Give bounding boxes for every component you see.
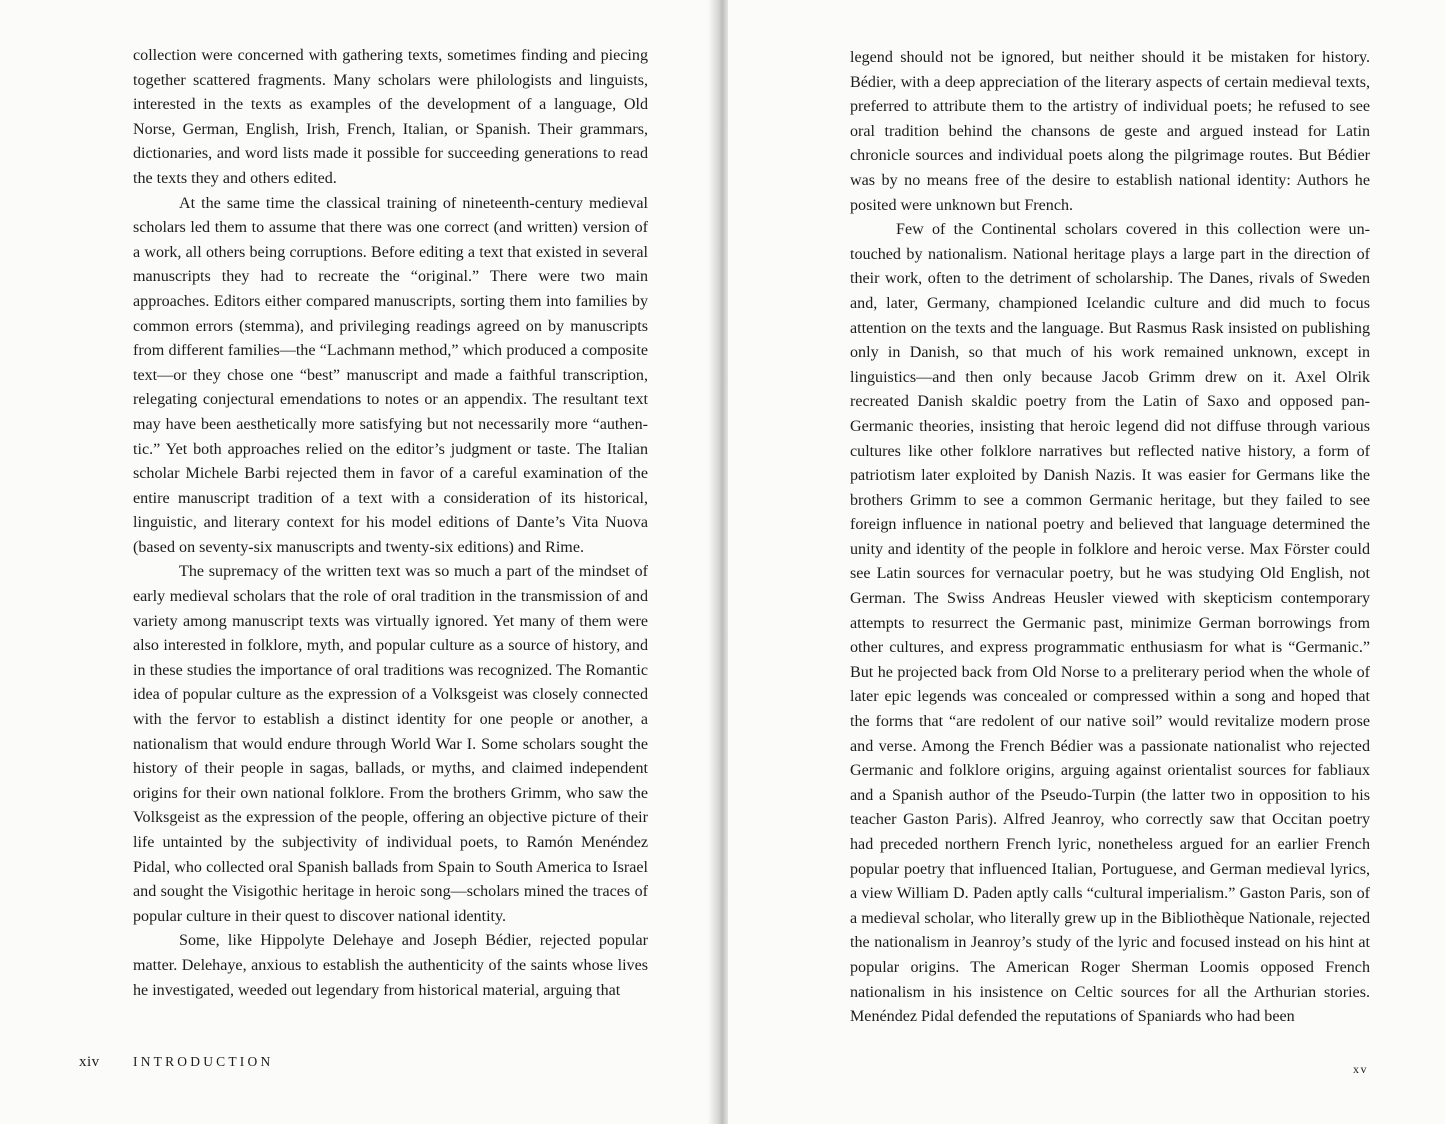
paragraph: The supremacy of the written text was so much a part of the mindset of early medieval scholars that the role of oral tradition in the transmission of and variety among manuscript texts was virtually ignored. Yet many of them were also interested in folklore, myth, and popular culture as a source of history, and in these studies the importance of oral traditions was recognized. The Romantic idea of popular culture as the expression of a Volksgeist was closely connected with the fervor to establish a distinct identity for one people or another, a nationalism that would endure through World War I. Some scholars sought the history of their people in sagas, ballads, or myths, and claimed independent origins for their own national folklore. From the brothers Grimm, who saw the Volksgeist as the expression of the people, offering an objective picture of their life untainted by the subjectivity of individual poets, to Ramón Menéndez Pidal, who collected oral Spanish ballads from Spain to South America to Israel and sought the Visigothic heritage in heroic song—scholars mined the traces of popular culture in their quest to discover national identity.: [133, 563, 648, 925]
page-number: xv: [1353, 1062, 1368, 1076]
left-footer: [79, 1054, 273, 1071]
paragraph: At the same time the classical training of nineteenth-century medieval scholars led them to assume that there was one correct (and written) version of a work, all others being corruptions. Before editing a text that existed in several manuscripts they had to recreate the “original.” There were two main approaches. Editors either compared manuscripts, sorting them into families by common errors (stemma), and privileging readings agreed on by manuscripts from different families—the “Lachmann method,” which produced a composite text—or they chose one “best” manuscript and made a faithful transcription, relegating conjectural emendations to notes or an appendix. The resultant text may have been aesthetically more satisfying but not necessarily more “authentic.” Yet both approaches relied on the editor’s judgment or taste. The Italian scholar Michele Barbi rejected them in favor of a careful examination of the entire manuscript tradition of a text with a consideration of its historical, linguistic, and literary context for his model editions of Dante’s Vita Nuova (based on seventy-six manuscripts and twenty-six editions) and Rime.: [133, 194, 648, 556]
page-number: xiv: [79, 1054, 100, 1070]
paragraph: collection were concerned with gathering texts, sometimes finding and piecing together scattered fragments. Many scholars were philologists and linguists, interested in the texts as examples of the development of a language, Old Norse, German, English, Irish, French, Italian, or Spanish. Their grammars, dictionaries, and word lists made it possible for succeeding generations to read the texts they and others edited.: [133, 47, 648, 187]
paragraph: legend should not be ignored, but neither should it be mistaken for history. Bédier, with a deep appreciation of the literary aspects of certain medieval texts, preferred to attribute them to the artistry of individual poets; he refused to see oral tradition behind the chansons de geste and argued instead for Latin chronicle sources and individual poets along the pilgrimage routes. But Bédier was by no means free of the desire to establish national identity: Authors he posited were unknown but French.: [850, 49, 1370, 214]
right-page: [728, 0, 1445, 1124]
paragraph: Some, like Hippolyte Delehaye and Joseph Bédier, rejected popular matter. Delehaye, anxious to establish the authenticity of the saints whose lives he investigated, weeded out legendary from historical material, arguing that: [133, 932, 648, 999]
right-text-block: [850, 46, 1370, 1030]
paragraph: Few of the Continental scholars covered in this collection were untouched by nationalism. National heritage plays a large part in the direction of their work, often to the detriment of scholarship. The Danes, rivals of Sweden and, later, Germany, championed Icelandic culture and did much to focus attention on the texts and the language. But Rasmus Rask insisted on publishing only in Danish, so that much of his work remained unknown, except in linguistics—and then only because Jacob Grimm drew on it. Axel Olrik recreated Danish skaldic poetry from the Latin of Saxo and opposed pan-Germanic theories, insisting that heroic legend did not diffuse through various cultures like other folklore narratives but reflected native history, a form of patriotism later exploited by Danish Nazis. It was easier for Germans like the brothers Grimm to see a common Germanic heritage, but they failed to see foreign influence in national poetry and believed that language determined the unity and identity of the people in folklore and heroic verse. Max Förster could see Latin sources for vernacular poetry, but he was studying Old English, not German. The Swiss Andreas Heusler viewed with skepticism contemporary attempts to resurrect the Germanic past, minimize German borrowings from other cultures, and express programmatic enthusiasm for what is “Germanic.” But he projected back from Old Norse to a preliterary period when the whole of later epic legends was concealed or compressed within a song and hoped that the forms that “are redolent of our native soil” would revitalize modern prose and verse. Among the French Bédier was a passionate nationalist who rejected Germanic and folklore origins, arguing against orientalist sources for fabliaux and a Spanish author of the Pseudo-Turpin (the latter two in opposition to his teacher Gaston Paris). Alfred Jeanroy, who correctly saw that Occitan poetry had preceded northern French lyric, nonetheless argued for an earlier French popular poetry that influenced Italian, Portuguese, and German medieval lyrics, a view William D. Paden aptly calls “cultural imperialism.” Gaston Paris, son of a medieval scholar, who literally grew up in the Bibliothèque Nationale, rejected the nationalism in Jeanroy’s study of the lyric and focused instead on his hint at popular origins. The American Roger Sherman Loomis opposed French nationalism in his insistence on Celtic sources for all the Arthurian stories. Menéndez Pidal defended the reputations of Spaniards who had been: [850, 221, 1370, 1026]
left-text-block: [133, 44, 648, 1003]
running-head: INTRODUCTION: [133, 1054, 274, 1069]
left-page: [0, 0, 720, 1124]
